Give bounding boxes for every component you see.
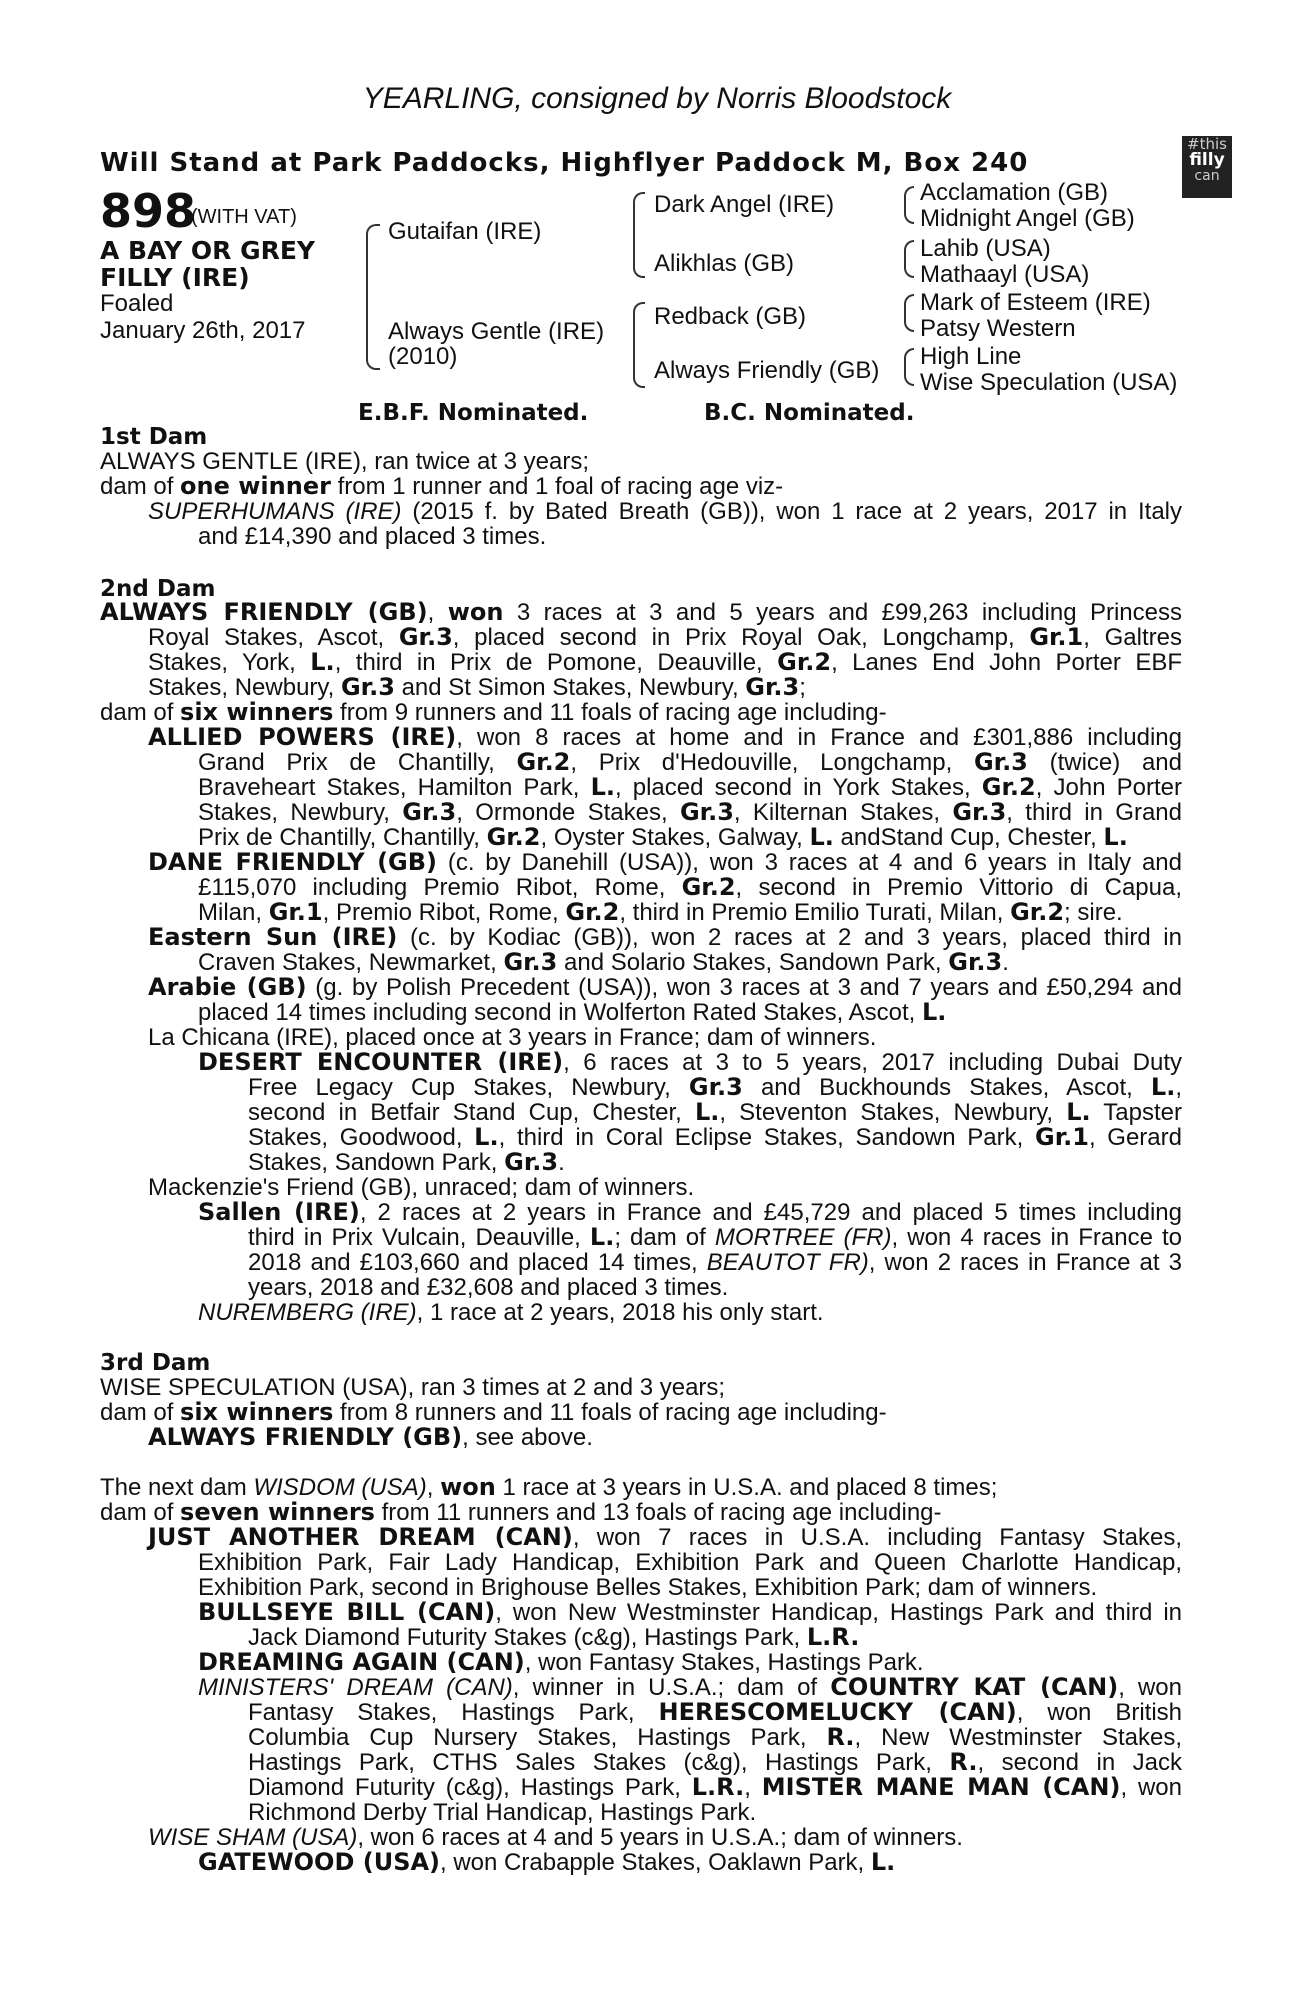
dam-year: (2010) <box>388 343 458 370</box>
text: (g. by Polish Precedent (USA)), won 3 races at 3 and 7 years and £50,294 and <box>306 974 1182 1001</box>
text: , Prix d'Hedouville, Longchamp, <box>570 749 974 776</box>
gen3-3a: Mark of Esteem (IRE) <box>920 289 1151 316</box>
text-bold: Gr.3 <box>948 948 1003 976</box>
text: Jack Diamond Futurity Stakes (c&g), Hastings Park, <box>248 1624 807 1651</box>
text: , won 6 races at 4 and 5 years in U.S.A.; dam of winners. <box>357 1824 963 1851</box>
text-bold: BULLSEYE BILL (CAN) <box>198 1598 496 1626</box>
text: Stakes, Sandown Park, <box>248 1149 505 1176</box>
second-dam-line <box>198 900 1123 925</box>
third-dam-line <box>100 1375 725 1400</box>
brace-gen3-3 <box>904 294 914 332</box>
text: , third in Premio Emilio Turati, Milan, <box>619 899 1011 926</box>
second-dam-line <box>248 1225 1182 1250</box>
text-bold: ALWAYS FRIENDLY (GB) <box>148 1423 463 1451</box>
second-dam-line <box>198 1300 824 1325</box>
next-dam-line <box>248 1775 1182 1800</box>
stand-location: Will Stand at Park Paddocks, Highflyer Paddock M, Box 240 <box>100 148 1029 178</box>
text: Prix de Chantilly, Chantilly, <box>198 824 487 851</box>
text-bold: Gr.2 <box>981 773 1036 801</box>
brace-gen1 <box>366 224 380 370</box>
text: , Gerard <box>1088 1124 1182 1151</box>
ebf-nominated: E.B.F. Nominated. <box>358 400 589 426</box>
text: 2018 and £103,660 and placed 14 times, <box>248 1249 707 1276</box>
text: , placed second in York Stakes, <box>614 774 982 801</box>
text-bold: Gr.3 <box>745 673 800 701</box>
text: , <box>426 1474 441 1501</box>
second-dam-line <box>248 1275 728 1300</box>
text: 3 races at 3 and 5 years and £99,263 including Princess <box>503 599 1182 626</box>
next-dam-line <box>198 1650 924 1675</box>
gen3-4a: High Line <box>920 343 1022 370</box>
text-bold: HERESCOMELUCKY (CAN) <box>658 1698 1017 1726</box>
text-bold: Gr.2 <box>565 898 620 926</box>
text-bold: L. <box>1150 1073 1176 1101</box>
text: from 11 runners and 13 foals of racing age including- <box>374 1499 942 1526</box>
text: . <box>1002 949 1009 976</box>
first-dam-line-4: and £14,390 and placed 3 times. <box>198 523 547 550</box>
text-bold: DESERT ENCOUNTER (IRE) <box>198 1048 564 1076</box>
text-bold: Eastern Sun (IRE) <box>148 923 398 951</box>
text: , Premio Ribot, Rome, <box>322 899 566 926</box>
third-dam-heading: 3rd Dam <box>100 1350 211 1376</box>
text-bold: COUNTRY KAT (CAN) <box>830 1673 1119 1701</box>
text: second in Betfair Stand Cup, Chester, <box>248 1099 695 1126</box>
text-bold: six winners <box>180 698 334 726</box>
next-dam-line <box>198 1550 1182 1575</box>
text: andStand Cup, Chester, <box>833 824 1104 851</box>
second-dam-line <box>248 1100 1182 1125</box>
text-bold: won <box>440 1473 496 1501</box>
text: (2015 f. by Bated Breath (GB)), won 1 race at 2 years, 2017 in Italy <box>401 498 1183 525</box>
text: Tapster <box>1090 1099 1183 1126</box>
text: , third in Grand <box>1006 799 1183 826</box>
first-dam-heading: 1st Dam <box>100 424 208 450</box>
text: Hastings Park, CTHS Sales Stakes (c&g), Hastings Park, <box>248 1749 950 1776</box>
text: , Kilternan Stakes, <box>733 799 953 826</box>
gen3-2b: Mathaayl (USA) <box>920 261 1090 288</box>
next-dam-line <box>148 1525 1182 1550</box>
text-bold: Gr.3 <box>952 798 1007 826</box>
text: Grand Prix de Chantilly, <box>198 749 517 776</box>
text: , won 8 races at home and in France and £301,886 including <box>456 724 1182 751</box>
dam-name: Always Gentle (IRE) <box>388 318 605 345</box>
text: Stakes, Newbury, <box>148 674 341 701</box>
next-dam-line <box>248 1700 1182 1725</box>
text-bold: DANE FRIENDLY (GB) <box>148 848 438 876</box>
text-bold: L. <box>694 1098 720 1126</box>
text: , won British <box>1016 1699 1183 1726</box>
next-dam-line <box>248 1800 756 1825</box>
second-dam-line <box>248 1250 1182 1275</box>
text-bold: L. <box>590 773 615 801</box>
text-bold: JUST ANOTHER DREAM (CAN) <box>148 1523 573 1551</box>
lot-description-line-1: A BAY OR GREY <box>100 236 316 265</box>
text: Royal Stakes, Ascot, <box>148 624 399 651</box>
text: Richmond Derby Trial Handicap, Hastings Park. <box>248 1799 757 1826</box>
text: , won Fantasy Stakes, Hastings Park. <box>524 1649 924 1676</box>
text: , Oyster Stakes, Galway, <box>540 824 810 851</box>
first-dam-line-1: ALWAYS GENTLE (IRE), ran twice at 3 years; <box>100 448 590 475</box>
this-filly-can-logo <box>1182 136 1232 198</box>
text: third in Prix Vulcain, Deauville, <box>248 1224 590 1251</box>
text-bold: Arabie (GB) <box>148 973 307 1001</box>
text: , <box>744 1774 762 1801</box>
next-dam-line <box>248 1750 1182 1775</box>
text: , won 2 races in France at 3 <box>868 1249 1183 1276</box>
text: and Solario Stakes, Sandown Park, <box>557 949 949 976</box>
gen3-2a: Lahib (USA) <box>920 235 1051 262</box>
text: Craven Stakes, Newmarket, <box>198 949 504 976</box>
second-dam-line <box>148 725 1182 750</box>
text: from 8 runners and 11 foals of racing age including- <box>333 1399 887 1426</box>
text: ; sire. <box>1064 899 1123 926</box>
text-bold: GATEWOOD (USA) <box>198 1848 441 1876</box>
second-dam-line <box>148 925 1182 950</box>
second-dam-line <box>198 1200 1182 1225</box>
text: , Lanes End John Porter EBF <box>831 649 1182 676</box>
next-dam-line <box>248 1625 859 1650</box>
text: , placed second in Prix Royal Oak, Longchamp, <box>452 624 1030 651</box>
text-bold: Gr.3 <box>503 948 558 976</box>
text: Exhibition Park, Fair Lady Handicap, Exhibition Park and Queen Charlotte Handicap, <box>198 1549 1182 1576</box>
second-dam-line <box>198 950 1009 975</box>
second-dam-line <box>198 1050 1182 1075</box>
text: , <box>427 599 448 626</box>
text: placed 14 times including second in Wolferton Rated Stakes, Ascot, <box>198 999 922 1026</box>
text: dam of <box>100 473 181 500</box>
text: Columbia Cup Nursery Stakes, Hastings Park, <box>248 1724 827 1751</box>
text: Mackenzie's Friend (GB), unraced; dam of winners. <box>148 1174 695 1201</box>
second-dam-line <box>198 750 1182 775</box>
text-bold: Gr.3 <box>973 748 1028 776</box>
text-bold: R. <box>826 1723 855 1751</box>
text-italic: NUREMBERG (IRE) <box>198 1299 417 1326</box>
gen3-1b: Midnight Angel (GB) <box>920 205 1135 232</box>
text-bold: L. <box>474 1123 499 1151</box>
second-dam-line <box>148 1025 876 1050</box>
text: , winner in U.S.A.; dam of <box>512 1674 831 1701</box>
text: , second in Premio Vittorio di Capua, <box>735 874 1183 901</box>
text: from 9 runners and 11 foals of racing age including- <box>333 699 887 726</box>
text: , won Crabapple Stakes, Oaklawn Park, <box>440 1849 871 1876</box>
text-bold: L. <box>1103 823 1128 851</box>
text: , 2 races at 2 years in France and £45,729 and placed 5 times including <box>359 1199 1182 1226</box>
text: La Chicana (IRE), placed once at 3 years in France; dam of winners. <box>148 1024 877 1051</box>
text: £115,070 including Premio Ribot, Rome, <box>198 874 682 901</box>
brace-gen3-1 <box>904 186 914 224</box>
next-dam-line <box>148 1825 963 1850</box>
foaled-label: Foaled <box>100 290 174 317</box>
bc-nominated: B.C. Nominated. <box>704 400 915 426</box>
sire-name: Gutaifan (IRE) <box>388 218 542 245</box>
first-dam-line-2 <box>100 474 783 499</box>
text: 1 race at 3 years in U.S.A. and placed 8 times; <box>495 1474 998 1501</box>
consignment-title: YEARLING, consigned by Norris Bloodstock <box>362 82 952 115</box>
text: , third in Prix de Pomone, Deauville, <box>334 649 778 676</box>
second-dam-line <box>198 875 1182 900</box>
gen3-3b: Patsy Western <box>920 315 1076 342</box>
text: Stakes, Goodwood, <box>248 1124 475 1151</box>
text-italic: BEAUTOT FR) <box>706 1249 869 1276</box>
text: , won 4 races in France to <box>891 1224 1182 1251</box>
text-bold: Gr.2 <box>681 873 736 901</box>
text: (c. by Kodiac (GB)), won 2 races at 2 and 3 years, placed third in <box>397 924 1182 951</box>
text: years, 2018 and £32,608 and placed 3 times. <box>248 1274 729 1301</box>
second-dam-line <box>198 800 1182 825</box>
text: , <box>1175 1074 1182 1101</box>
text: , New Westminster Stakes, <box>854 1724 1183 1751</box>
text-bold: Gr.3 <box>398 623 453 651</box>
second-dam-line <box>100 700 887 725</box>
second-dam-line <box>148 625 1182 650</box>
first-dam-line-3 <box>148 499 1182 524</box>
text: WISE SPECULATION (USA), ran 3 times at 2 and 3 years; <box>100 1374 726 1401</box>
text: and Buckhounds Stakes, Ascot, <box>742 1074 1151 1101</box>
text-bold: L. <box>921 998 947 1026</box>
text-italic: SUPERHUMANS (IRE) <box>148 498 402 525</box>
text: , second in Jack <box>977 1749 1182 1776</box>
second-dam-line <box>248 1075 1182 1100</box>
text-bold: L. <box>870 1848 896 1876</box>
text-bold: Gr.1 <box>1035 1123 1089 1151</box>
next-dam-line <box>248 1725 1182 1750</box>
text-bold: Gr.3 <box>504 1148 559 1176</box>
gen3-4b: Wise Speculation (USA) <box>920 369 1178 396</box>
text-bold: ALWAYS FRIENDLY (GB) <box>100 598 428 626</box>
text: Stakes, Newbury, <box>198 799 403 826</box>
text-bold: ALLIED POWERS (IRE) <box>148 723 457 751</box>
text: , won 7 races in U.S.A. including Fantasy Stakes, <box>572 1524 1183 1551</box>
next-dam-line <box>198 1600 1182 1625</box>
text: Stakes, York, <box>148 649 311 676</box>
dam-dam: Always Friendly (GB) <box>654 357 880 384</box>
second-dam-line <box>198 775 1182 800</box>
gen3-1a: Acclamation (GB) <box>920 179 1109 206</box>
text: , won New Westminster Handicap, Hastings Park and third in <box>495 1599 1182 1626</box>
second-dam-line <box>148 1175 694 1200</box>
brace-gen2-bottom <box>633 302 645 388</box>
text-italic: MORTREE (FR) <box>714 1224 892 1251</box>
text-bold: MISTER MANE MAN (CAN) <box>761 1773 1121 1801</box>
text: The next dam <box>100 1474 254 1501</box>
text-italic: WISDOM (USA) <box>253 1474 427 1501</box>
next-dam-line <box>198 1675 1182 1700</box>
text-bold: Gr.2 <box>486 823 541 851</box>
second-dam-line <box>198 1000 946 1025</box>
next-dam-line <box>100 1500 942 1525</box>
text-bold: L. <box>809 823 834 851</box>
text-bold: L. <box>310 648 335 676</box>
text: Milan, <box>198 899 269 926</box>
text: (twice) and <box>1027 749 1182 776</box>
text: Braveheart Stakes, Hamilton Park, <box>198 774 591 801</box>
text-bold: L. <box>1066 1098 1091 1126</box>
sire-dam: Alikhlas (GB) <box>654 250 795 277</box>
second-dam-line <box>148 850 1182 875</box>
text: , Steventon Stakes, Newbury, <box>719 1099 1067 1126</box>
text-italic: WISE SHAM (USA) <box>148 1824 358 1851</box>
brace-gen3-2 <box>904 240 914 278</box>
badge-line-1: #this <box>1187 135 1227 153</box>
text: , Ormonde Stakes, <box>456 799 680 826</box>
text-italic: MINISTERS' DREAM (CAN) <box>198 1674 513 1701</box>
badge-line-3: can <box>1194 168 1220 184</box>
text: , won <box>1120 1774 1182 1801</box>
next-dam-line <box>198 1850 895 1875</box>
text: ; dam of <box>614 1224 715 1251</box>
text: from 1 runner and 1 foal of racing age viz- <box>330 473 784 500</box>
text: Free Legacy Cup Stakes, Newbury, <box>248 1074 689 1101</box>
lot-description-line-2: FILLY (IRE) <box>100 263 250 292</box>
text: , 1 race at 2 years, 2018 his only start. <box>416 1299 824 1326</box>
text-bold: R. <box>949 1748 978 1776</box>
text: and St Simon Stakes, Newbury, <box>394 674 746 701</box>
third-dam-line <box>148 1425 593 1450</box>
dam-sire: Redback (GB) <box>654 303 807 330</box>
text: , Galtres <box>1083 624 1182 651</box>
text: dam of <box>100 1399 181 1426</box>
text: , third in Coral Eclipse Stakes, Sandown Park, <box>498 1124 1035 1151</box>
text-bold: seven winners <box>180 1498 375 1526</box>
text-bold: Sallen (IRE) <box>198 1198 360 1226</box>
text-bold: Gr.3 <box>340 673 395 701</box>
foaling-date: January 26th, 2017 <box>100 317 306 344</box>
text: , won <box>1118 1674 1182 1701</box>
text-bold: Gr.3 <box>688 1073 743 1101</box>
text-bold: Gr.1 <box>1029 623 1084 651</box>
second-dam-line <box>100 600 1182 625</box>
lot-number: 898 <box>100 184 197 238</box>
text-bold: Gr.2 <box>777 648 832 676</box>
text-bold: Gr.3 <box>402 798 457 826</box>
text: dam of <box>100 699 181 726</box>
text-bold: Gr.3 <box>679 798 734 826</box>
text: , see above. <box>462 1424 593 1451</box>
text: dam of <box>100 1499 181 1526</box>
second-dam-line <box>198 825 1128 850</box>
text: ; <box>799 674 806 701</box>
text: , John Porter <box>1035 774 1183 801</box>
text-bold: six winners <box>180 1398 334 1426</box>
text: Fantasy Stakes, Hastings Park, <box>248 1699 659 1726</box>
brace-gen2-top <box>633 192 645 278</box>
next-dam-line <box>100 1475 997 1500</box>
second-dam-line <box>148 675 806 700</box>
brace-gen3-4 <box>904 348 914 386</box>
text-bold: DREAMING AGAIN (CAN) <box>198 1648 525 1676</box>
text-bold: L.R. <box>691 1773 745 1801</box>
text-bold: Gr.1 <box>268 898 323 926</box>
vat-label: (WITH VAT) <box>191 206 297 228</box>
text: , 6 races at 3 to 5 years, 2017 including Dubai Duty <box>563 1049 1183 1076</box>
text-bold: L.R. <box>806 1623 860 1651</box>
second-dam-line <box>148 650 1182 675</box>
text-bold: Gr.2 <box>516 748 571 776</box>
text-bold: L. <box>589 1223 615 1251</box>
sire-sire: Dark Angel (IRE) <box>654 191 835 218</box>
third-dam-line <box>100 1400 887 1425</box>
text: (c. by Danehill (USA)), won 3 races at 4 and 6 years in Italy and <box>437 849 1182 876</box>
second-dam-line <box>248 1150 565 1175</box>
second-dam-heading: 2nd Dam <box>100 576 216 602</box>
text-bold: Gr.2 <box>1010 898 1065 926</box>
text-bold: won <box>447 598 504 626</box>
second-dam-line <box>148 975 1182 1000</box>
badge-line-2: filly <box>1189 150 1225 170</box>
text: Diamond Futurity (c&g), Hastings Park, <box>248 1774 692 1801</box>
text: . <box>558 1149 565 1176</box>
next-dam-line <box>198 1575 1097 1600</box>
text-bold: one winner <box>180 472 331 500</box>
second-dam-line <box>248 1125 1182 1150</box>
text: Exhibition Park, second in Brighouse Belles Stakes, Exhibition Park; dam of winners. <box>198 1574 1098 1601</box>
